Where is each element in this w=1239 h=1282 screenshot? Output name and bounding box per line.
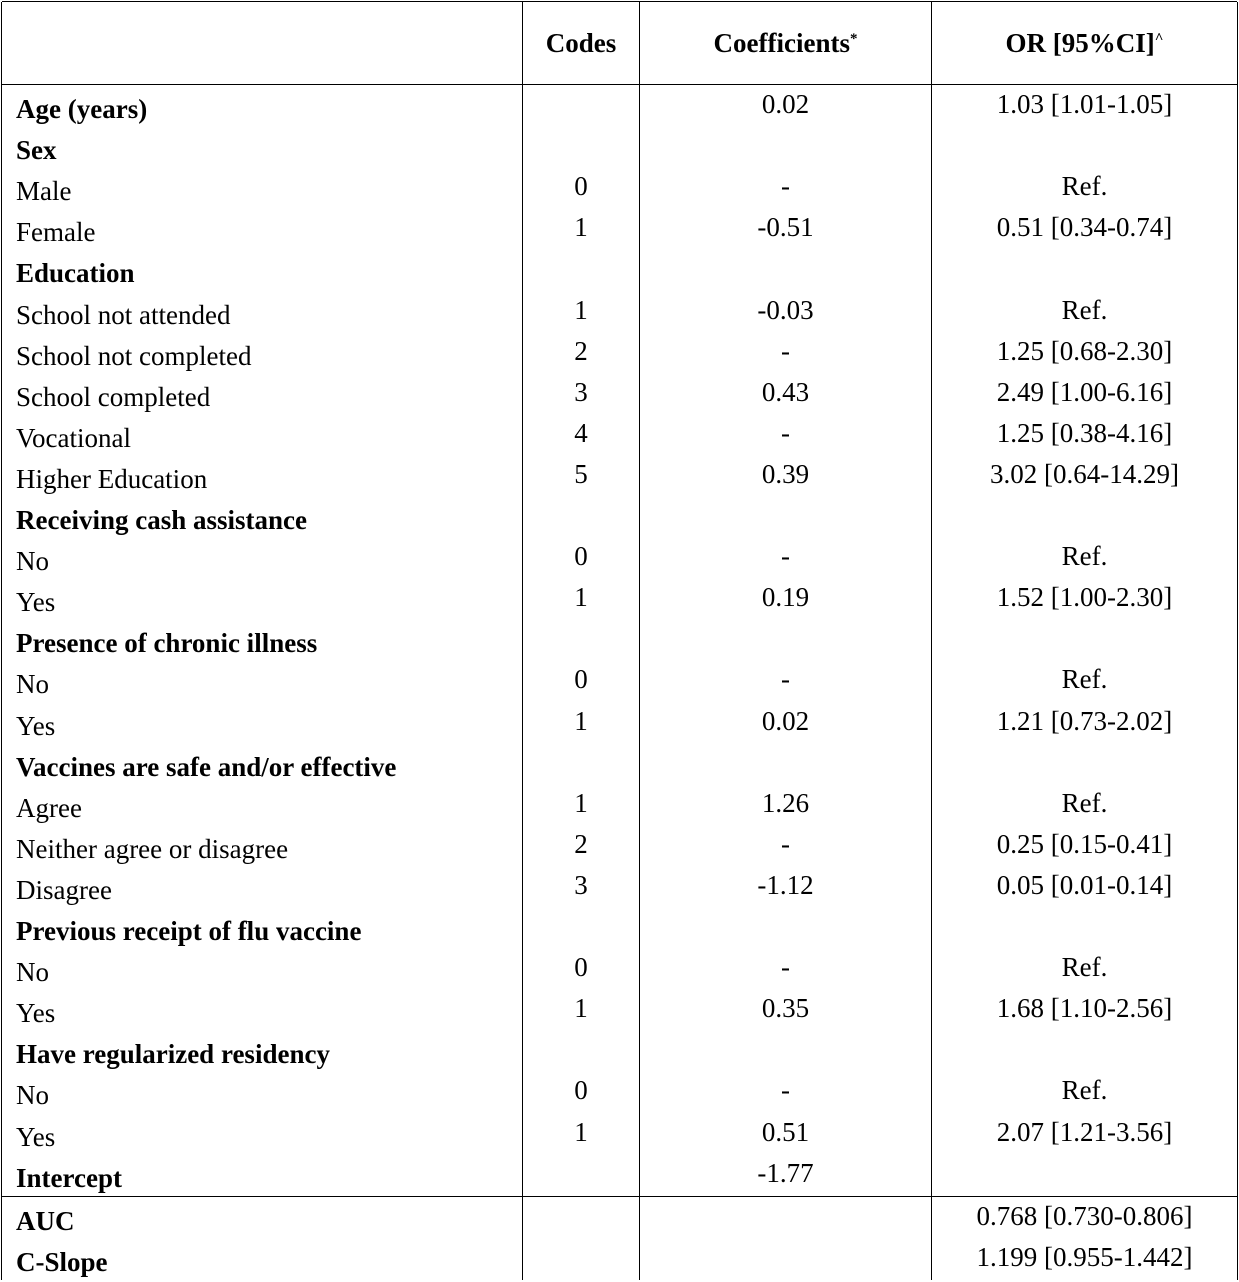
category-label: School not completed (16, 340, 252, 371)
variable-heading: Sex (16, 135, 57, 166)
coefficient-cell: 0.02 (761, 89, 810, 119)
variable-heading: Education (16, 258, 135, 289)
coefficient-cell: - (781, 541, 790, 572)
coefficient-cell: - (781, 828, 790, 859)
code-cell: 0 (574, 1075, 588, 1106)
coefficient-cell: - (781, 1075, 790, 1106)
code-cell: 2 (574, 828, 588, 859)
table-row (0, 581, 1239, 622)
table-row (0, 294, 1239, 335)
table-row (0, 88, 1239, 129)
table-row (0, 540, 1239, 581)
category-label: Yes (16, 710, 56, 741)
category-label: Female (16, 217, 96, 248)
category-label: Yes (16, 587, 56, 618)
header-codes (523, 2, 639, 84)
table-row (0, 1116, 1239, 1157)
code-cell: 0 (574, 171, 588, 202)
variable-heading: Intercept (16, 1162, 122, 1193)
odds-ratio-cell: Ref. (1061, 541, 1108, 572)
odds-ratio-cell: 1.21 [0.73-2.02] (996, 705, 1173, 736)
code-cell: 0 (574, 541, 588, 572)
category-label: No (16, 669, 49, 700)
footnote-mark: ^ (1154, 30, 1164, 47)
category-label: Yes (16, 1121, 56, 1152)
odds-ratio-cell: Ref. (1061, 171, 1108, 202)
table-row (0, 335, 1239, 376)
table-row (0, 663, 1239, 704)
odds-ratio-cell: 1.52 [1.00-2.30] (996, 582, 1173, 613)
header-coefficients (640, 2, 931, 84)
odds-ratio-cell: 1.25 [0.38-4.16] (996, 417, 1173, 448)
odds-ratio-cell: Ref. (1061, 952, 1108, 983)
coefficient-cell: -0.03 (757, 294, 814, 325)
table-row (0, 910, 1239, 951)
code-cell: 1 (574, 294, 588, 325)
code-cell: 3 (574, 869, 588, 900)
table-row (0, 992, 1239, 1033)
table-row (0, 417, 1239, 458)
category-label: Vocational (16, 422, 131, 453)
header-divider (2, 84, 1237, 85)
table-row (0, 129, 1239, 170)
table-row (0, 787, 1239, 828)
odds-ratio-cell: 3.02 [0.64-14.29] (990, 458, 1179, 489)
coefficient-cell: - (781, 664, 790, 695)
odds-ratio-cell: 2.49 [1.00-6.16] (996, 376, 1173, 407)
coefficient-cell: -0.51 (757, 212, 814, 243)
category-label: Male (16, 176, 72, 207)
coefficient-cell: -1.77 (757, 1157, 814, 1188)
coefficient-cell: - (781, 417, 790, 448)
variable-heading: Presence of chronic illness (16, 628, 318, 659)
odds-ratio-cell: 0.05 [0.01-0.14] (996, 869, 1173, 900)
odds-ratio-cell: Ref. (1061, 664, 1108, 695)
code-cell: 1 (574, 787, 588, 818)
table-row (0, 211, 1239, 252)
odds-ratio-cell: 1.03 [1.01-1.05] (996, 89, 1173, 119)
category-label: Yes (16, 998, 56, 1029)
table-row (0, 170, 1239, 211)
table-row (0, 746, 1239, 787)
coefficient-cell: 0.02 (761, 705, 810, 736)
table-row (0, 951, 1239, 992)
odds-ratio-cell: 0.25 [0.15-0.41] (996, 828, 1173, 859)
code-cell: 2 (574, 335, 588, 366)
table-row (0, 705, 1239, 746)
category-label: No (16, 546, 49, 577)
category-label: No (16, 1080, 49, 1111)
category-label: School not attended (16, 299, 231, 330)
odds-ratio-cell: 2.07 [1.21-3.56] (996, 1116, 1173, 1147)
code-cell: 1 (574, 705, 588, 736)
table-row (0, 1200, 1239, 1241)
code-cell: 0 (574, 664, 588, 695)
header-coefficients-label: Coefficients (713, 27, 850, 58)
table-row (0, 1033, 1239, 1074)
coefficient-cell: - (781, 171, 790, 202)
odds-ratio-cell: Ref. (1061, 1075, 1108, 1106)
variable-heading: AUC (16, 1206, 75, 1236)
table-row (0, 376, 1239, 417)
odds-ratio-cell: 1.68 [1.10-2.56] (996, 993, 1173, 1024)
odds-ratio-cell: 0.51 [0.34-0.74] (996, 212, 1173, 243)
odds-ratio-cell: Ref. (1061, 294, 1108, 325)
coefficient-cell: 0.43 (761, 376, 810, 407)
code-cell: 1 (574, 212, 588, 243)
table-row (0, 869, 1239, 910)
variable-heading: Previous receipt of flu vaccine (16, 916, 362, 946)
category-label: Disagree (16, 874, 112, 905)
table-row (0, 252, 1239, 293)
coefficient-cell: 1.26 (761, 787, 810, 818)
coefficient-cell: -1.12 (757, 869, 814, 900)
coefficient-cell: - (781, 335, 790, 366)
table-row (0, 828, 1239, 869)
coefficient-cell: 0.35 (761, 993, 810, 1024)
category-label: School completed (16, 381, 211, 412)
code-cell: 4 (574, 417, 588, 448)
odds-ratio-cell: 1.199 [0.955-1.442] (976, 1242, 1193, 1273)
coefficient-cell: 0.39 (761, 458, 810, 489)
code-cell: 1 (574, 993, 588, 1024)
odds-ratio-cell: Ref. (1061, 787, 1108, 818)
code-cell: 0 (574, 952, 588, 983)
variable-heading: Vaccines are safe and/or effective (16, 751, 397, 782)
variable-heading: Receiving cash assistance (16, 505, 307, 535)
table-row (0, 1074, 1239, 1115)
odds-ratio-cell: 0.768 [0.730-0.806] (976, 1201, 1193, 1231)
odds-ratio-cell: 1.25 [0.68-2.30] (996, 335, 1173, 366)
header-codes-label: Codes (545, 27, 617, 58)
category-label: Neither agree or disagree (16, 833, 289, 864)
table-row (0, 1157, 1239, 1198)
category-label: Higher Education (16, 463, 208, 494)
code-cell: 1 (574, 1116, 588, 1147)
variable-heading: Age (years) (16, 94, 148, 124)
table-row (0, 622, 1239, 663)
coefficient-cell: - (781, 952, 790, 983)
variable-heading: C-Slope (16, 1247, 108, 1278)
code-cell: 3 (574, 376, 588, 407)
table-row (0, 1241, 1239, 1282)
footnote-mark: * (849, 30, 858, 47)
variable-heading: Have regularized residency (16, 1039, 330, 1070)
table-row (0, 458, 1239, 499)
category-label: No (16, 957, 49, 988)
code-cell: 1 (574, 582, 588, 613)
table-row (0, 499, 1239, 540)
coefficient-cell: 0.19 (761, 582, 810, 613)
code-cell: 5 (574, 458, 588, 489)
category-label: Agree (16, 792, 82, 823)
header-or (932, 2, 1237, 84)
header-or-label: OR [95%CI] (1005, 27, 1155, 58)
coefficient-cell: 0.51 (761, 1116, 810, 1147)
